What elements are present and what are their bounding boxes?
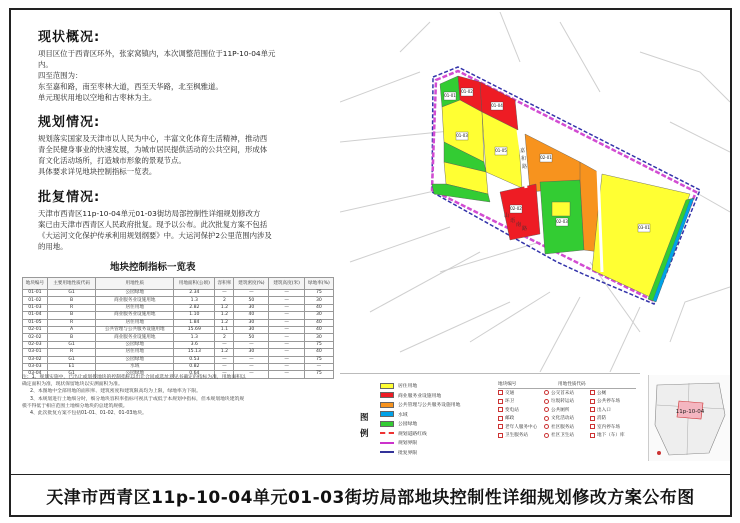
inset-svg xyxy=(649,375,731,461)
table-cell: — xyxy=(215,363,234,370)
plot-label: 01-05 xyxy=(495,148,507,153)
legend-swatch xyxy=(380,432,394,434)
planning-section xyxy=(38,111,328,177)
facility-label: 公共厕所 xyxy=(551,407,570,413)
facility-label: 公厕 xyxy=(597,390,607,396)
legend-key-header: 用地性质代码 xyxy=(558,381,586,387)
table-cell: 1.10 xyxy=(174,312,215,319)
planning-line: 具体要求详见地块控制指标一览表。 xyxy=(38,167,157,176)
facility-symbol-icon xyxy=(498,416,503,421)
facility-label: 消防 xyxy=(597,416,607,422)
legend-label: 规划界限 xyxy=(398,441,418,446)
table-row xyxy=(23,349,334,356)
table-cell: 1.2 xyxy=(215,349,234,356)
page-title: 天津市西青区11p-10-04单元01-03街坊局部地块控制性详细规划修改方案公布图 xyxy=(11,474,730,515)
status-line: 东至嘉和路，南至枣林大道，西至天华路，北至枫雅道。 xyxy=(38,82,223,91)
table-cell: — xyxy=(215,356,234,363)
road-char: 山 xyxy=(504,213,510,219)
note-line: 确定面积为准，现状保留地块以实测面积为准。 xyxy=(22,382,123,388)
notes-block xyxy=(22,374,352,417)
table-cell: B xyxy=(47,297,95,304)
table-cell: 1.2 xyxy=(215,304,234,311)
facility-symbol-icon xyxy=(498,433,503,438)
status-heading: 现状概况: xyxy=(38,30,101,45)
table-cell: — xyxy=(234,290,269,297)
legend-label: 商业服务业设施用地 xyxy=(398,393,442,399)
table-cell: 15.69 xyxy=(174,326,215,333)
table-row xyxy=(23,290,334,297)
table-cell: 01-03 xyxy=(23,304,48,311)
table-row xyxy=(23,304,334,311)
facility-label: 社区卫生站 xyxy=(551,433,574,439)
table-cell: A xyxy=(47,326,95,333)
plot-label: 02-02 xyxy=(510,206,522,211)
plot-02-03 xyxy=(540,180,584,254)
table-title: 地块控制指标一览表 xyxy=(110,262,196,273)
table-cell: 公园绿地 xyxy=(96,341,174,348)
facility-symbol-icon xyxy=(544,390,549,395)
inset-label: 11p-10-04 xyxy=(675,409,705,415)
legend-label: 公共管理与公共服务设施用地 xyxy=(398,403,461,408)
status-line: 四至范围为： xyxy=(38,71,83,80)
table-header-cell: 建筑密度(%) xyxy=(234,278,269,290)
plot-label: 02-03 xyxy=(556,219,568,224)
land-use-map xyxy=(340,12,730,372)
facility-label: 变电站 xyxy=(505,407,519,413)
table-row xyxy=(23,334,334,341)
table-cell: — xyxy=(234,356,269,363)
plot-label: 01-03 xyxy=(456,133,468,138)
facility-symbol-icon xyxy=(590,433,595,438)
legend-swatch xyxy=(380,442,394,444)
table-cell: 30 xyxy=(304,334,333,341)
table-cell: R xyxy=(47,304,95,311)
control-index-table xyxy=(22,277,334,379)
plot-label: 01-01 xyxy=(444,93,456,98)
table-cell: 30 xyxy=(304,312,333,319)
table-cell: 30 xyxy=(234,304,269,311)
facility-symbol-icon xyxy=(590,416,595,421)
legend-key-row xyxy=(498,423,636,432)
approval-line: 案已由天津市西青区人民政府批复。现予以公布。此次批复方案不包括 xyxy=(38,220,268,229)
table-cell: 01-05 xyxy=(23,319,48,326)
approval-line: 《大运河文化保护传承利用规划纲要》中。大运河保护2公里范围内涉及 xyxy=(38,231,272,240)
table-cell: B xyxy=(47,312,95,319)
table-cell: R xyxy=(47,319,95,326)
legend-key-row xyxy=(498,406,636,415)
planning-line: 育文化活动场所，打造城市形象的景观节点。 xyxy=(38,156,186,165)
table-header-cell: 地块编号 xyxy=(23,278,48,290)
legend-swatch xyxy=(380,411,394,417)
table-cell: 03-03 xyxy=(23,363,48,370)
note-line: 4、此次批复方案不包括01-01、01-02、01-03地块。 xyxy=(30,411,147,417)
table-cell: 居住用地 xyxy=(96,319,174,326)
plot-label: 03-01 xyxy=(638,225,650,230)
table-cell: 居住用地 xyxy=(96,304,174,311)
table-cell: — xyxy=(234,341,269,348)
road-char: 路 xyxy=(522,226,528,232)
legend-label: 批复界限 xyxy=(398,450,418,456)
table-cell: 40 xyxy=(234,312,269,319)
facility-label: 垃圾转运站 xyxy=(551,399,574,405)
table-header-cell: 绿地率(%) xyxy=(304,278,333,290)
table-cell: R xyxy=(47,349,95,356)
facility-symbol-icon xyxy=(498,399,503,404)
table-cell: 50 xyxy=(234,297,269,304)
facility-label: 室内停车场 xyxy=(597,424,620,430)
legend-swatch xyxy=(380,383,394,389)
plot-label: 01-04 xyxy=(491,103,503,108)
table-cell: 40 xyxy=(304,319,333,326)
table-row xyxy=(23,363,334,370)
table-cell: 01-01 xyxy=(23,290,48,297)
table-header-cell: 用地性质 xyxy=(96,278,174,290)
table-row xyxy=(23,341,334,348)
table-cell: 0.53 xyxy=(174,356,215,363)
location-inset-map xyxy=(648,375,730,461)
table-cell: 1.84 xyxy=(174,319,215,326)
table-cell: 75 xyxy=(304,290,333,297)
table-cell: 40 xyxy=(304,304,333,311)
table-cell: — xyxy=(269,356,304,363)
facility-symbol-icon xyxy=(498,407,503,412)
planning-heading: 规划情况: xyxy=(38,115,101,130)
facility-label: 邮政 xyxy=(505,416,515,422)
table-cell: — xyxy=(234,363,269,370)
note-line: 模不得低于相应范围土地细分地块的总建筑规模。 xyxy=(22,403,128,409)
table-cell: 02-01 xyxy=(23,326,48,333)
table-cell: 0.64 xyxy=(174,371,215,378)
planning-line: 青全民健身事业的快速发展，为城市居民提供活动的公共空间，形成体 xyxy=(38,145,268,154)
facility-label: 环卫 xyxy=(505,399,515,405)
facility-symbol-icon xyxy=(590,390,595,395)
plot-label: 01-02 xyxy=(461,89,473,94)
table-header-row xyxy=(23,278,334,290)
legend-item xyxy=(380,449,417,456)
legend-key-row xyxy=(498,389,636,398)
table-cell: 2.34 xyxy=(174,290,215,297)
legend-key-row xyxy=(498,397,636,406)
table-cell: 1.3 xyxy=(174,334,215,341)
approval-line: 的用地。 xyxy=(38,242,68,251)
facility-symbol-icon xyxy=(544,433,549,438)
table-cell: 1.3 xyxy=(174,297,215,304)
legend-key-table xyxy=(498,380,636,440)
table-cell: 居住用地 xyxy=(96,349,174,356)
legend-item xyxy=(380,411,408,418)
table-cell: G1 xyxy=(47,371,95,378)
legend-key-row xyxy=(498,431,636,440)
table-cell: — xyxy=(234,371,269,378)
table-cell: — xyxy=(215,290,234,297)
facility-symbol-icon xyxy=(544,424,549,429)
planning-line: 规划落实国家及天津市以人民为中心，丰富文化体育生活精神，推动西 xyxy=(38,134,268,143)
legend-swatch xyxy=(380,392,394,398)
table-cell: 75 xyxy=(304,371,333,378)
table-cell: 02-03 xyxy=(23,341,48,348)
facility-symbol-icon xyxy=(498,424,503,429)
table-row xyxy=(23,297,334,304)
facility-label: 地下（车）库 xyxy=(597,433,625,439)
legend-item xyxy=(380,439,417,446)
facility-symbol-icon xyxy=(590,407,595,412)
road-char: 路 xyxy=(522,164,528,170)
facility-label: 公共停车场 xyxy=(597,399,620,405)
plot-02-inner-building xyxy=(552,202,570,216)
table-cell: 水域 xyxy=(96,363,174,370)
table-cell: 15.13 xyxy=(174,349,215,356)
table-row xyxy=(23,312,334,319)
table-cell: 01-02 xyxy=(23,297,48,304)
legend-label: 水域 xyxy=(398,412,408,418)
table-cell: 2.82 xyxy=(174,304,215,311)
table-cell: — xyxy=(269,297,304,304)
table-cell: — xyxy=(304,363,333,370)
status-line: 单元现状用地以空地和古枣林为主。 xyxy=(38,93,157,102)
table-cell: 1.2 xyxy=(215,319,234,326)
table-cell: — xyxy=(269,363,304,370)
facility-label: 文化活动站 xyxy=(551,416,574,422)
legend-title: 图例 xyxy=(360,413,369,439)
facility-label: 社区服务站 xyxy=(551,424,574,430)
table-cell: — xyxy=(269,371,304,378)
table-cell: — xyxy=(269,290,304,297)
note-line: 注：1、规划实施中，已出让或划拨地块的控制指标以出让合同或选址意见书确定的指标为准，用地面积以 xyxy=(22,375,246,380)
table-row xyxy=(23,326,334,333)
table-cell: 商业服务业设施用地 xyxy=(96,312,174,319)
table-cell: — xyxy=(269,326,304,333)
road-char: 嘉 xyxy=(520,148,526,154)
note-line: 3、本规划进行土地细分时，细分地块容积率指标可视具于或低于本规划中指标，但本规划地块建筑规 xyxy=(30,396,245,402)
table-cell: — xyxy=(269,341,304,348)
table-cell: 2 xyxy=(215,334,234,341)
table-cell: 30 xyxy=(234,349,269,356)
approval-line: 天津市西青区11p-10-04单元01-03街坊局部控制性详细规划修改方 xyxy=(38,209,261,218)
table-cell: 02-02 xyxy=(23,334,48,341)
table-cell: 03-02 xyxy=(23,356,48,363)
table-cell: — xyxy=(269,334,304,341)
facility-symbol-icon xyxy=(590,424,595,429)
table-cell: B xyxy=(47,334,95,341)
table-cell: 03-04 xyxy=(23,371,48,378)
table-cell: 75 xyxy=(304,341,333,348)
legend-swatch xyxy=(380,402,394,408)
legend-label: 公园绿地 xyxy=(398,422,418,427)
table-cell: 1.1 xyxy=(215,326,234,333)
road-char: 和 xyxy=(521,156,527,162)
facility-label: 卫生服务站 xyxy=(505,433,528,439)
facility-label: 公交首末站 xyxy=(551,390,574,396)
road-char: 语 xyxy=(510,218,516,224)
legend-item xyxy=(380,401,460,408)
table-cell: 1.2 xyxy=(215,312,234,319)
table-cell: 2 xyxy=(215,297,234,304)
legend-item xyxy=(380,392,441,399)
facility-symbol-icon xyxy=(544,407,549,412)
table-cell: — xyxy=(269,319,304,326)
legend-label: 居住用地 xyxy=(398,384,418,389)
facility-symbol-icon xyxy=(544,399,549,404)
table-header-cell: 容积率 xyxy=(215,278,234,290)
legend-key-row xyxy=(498,414,636,423)
table-cell: G1 xyxy=(47,341,95,348)
table-row xyxy=(23,319,334,326)
facility-label: 老年人服务中心 xyxy=(505,424,538,430)
table-cell: 公园绿地 xyxy=(96,290,174,297)
table-cell: — xyxy=(269,312,304,319)
table-cell: 商业服务业设施用地 xyxy=(96,297,174,304)
table-cell: 01-04 xyxy=(23,312,48,319)
legend-item xyxy=(380,420,417,427)
table-cell: 75 xyxy=(304,356,333,363)
road-char: 南 xyxy=(516,222,522,228)
facility-label: 交通 xyxy=(505,390,515,396)
legend-item xyxy=(380,382,417,389)
facility-label: 出入口 xyxy=(597,407,611,413)
table-cell: 30 xyxy=(304,297,333,304)
table-cell: — xyxy=(215,341,234,348)
table-header-cell: 主要用地性质代码 xyxy=(47,278,95,290)
table-cell: — xyxy=(269,304,304,311)
table-cell: 40 xyxy=(304,349,333,356)
table-cell: G1 xyxy=(47,290,95,297)
legend-swatch xyxy=(380,451,394,453)
table-cell: 30 xyxy=(234,319,269,326)
table-header-cell: 建筑高度(米) xyxy=(269,278,304,290)
legend-label: 规划道路红线 xyxy=(398,431,427,437)
approval-heading: 批复情况: xyxy=(38,190,101,205)
status-section xyxy=(38,26,328,103)
table-row xyxy=(23,356,334,363)
table-cell: 商业服务业设施用地 xyxy=(96,334,174,341)
table-cell: 3.6 xyxy=(174,341,215,348)
legend-item xyxy=(380,430,427,437)
status-line: 项目区位于西青区环外，张家窝镇内，本次调整范围位于11P-10-04单元 xyxy=(38,49,276,58)
legend-swatch xyxy=(380,421,394,427)
status-line: 内。 xyxy=(38,60,53,69)
table-cell: 40 xyxy=(304,326,333,333)
legend xyxy=(340,373,640,463)
table-cell: — xyxy=(215,371,234,378)
table-cell: 公园绿地 xyxy=(96,371,174,378)
approval-section xyxy=(38,186,328,252)
facility-symbol-icon xyxy=(498,390,503,395)
facility-symbol-icon xyxy=(590,399,595,404)
table-cell: 公园绿地 xyxy=(96,356,174,363)
table-cell: 30 xyxy=(234,326,269,333)
table-cell: — xyxy=(269,349,304,356)
facility-symbol-icon xyxy=(544,416,549,421)
note-line: 2、本图地中全部用地的面积率、建筑密度和建筑限高均为上限，绿地率为下限。 xyxy=(30,389,201,395)
table-cell: G1 xyxy=(47,356,95,363)
table-cell: 03-01 xyxy=(23,349,48,356)
table-cell: 50 xyxy=(234,334,269,341)
legend-key-header: 地块编号 xyxy=(498,381,517,387)
table-cell: 0.82 xyxy=(174,363,215,370)
table-cell: E1 xyxy=(47,363,95,370)
table-cell: 公共管理与公共服务设施用地 xyxy=(96,326,174,333)
table-header-cell: 用地面积(公顷) xyxy=(174,278,215,290)
plot-label: 02-01 xyxy=(540,155,552,160)
